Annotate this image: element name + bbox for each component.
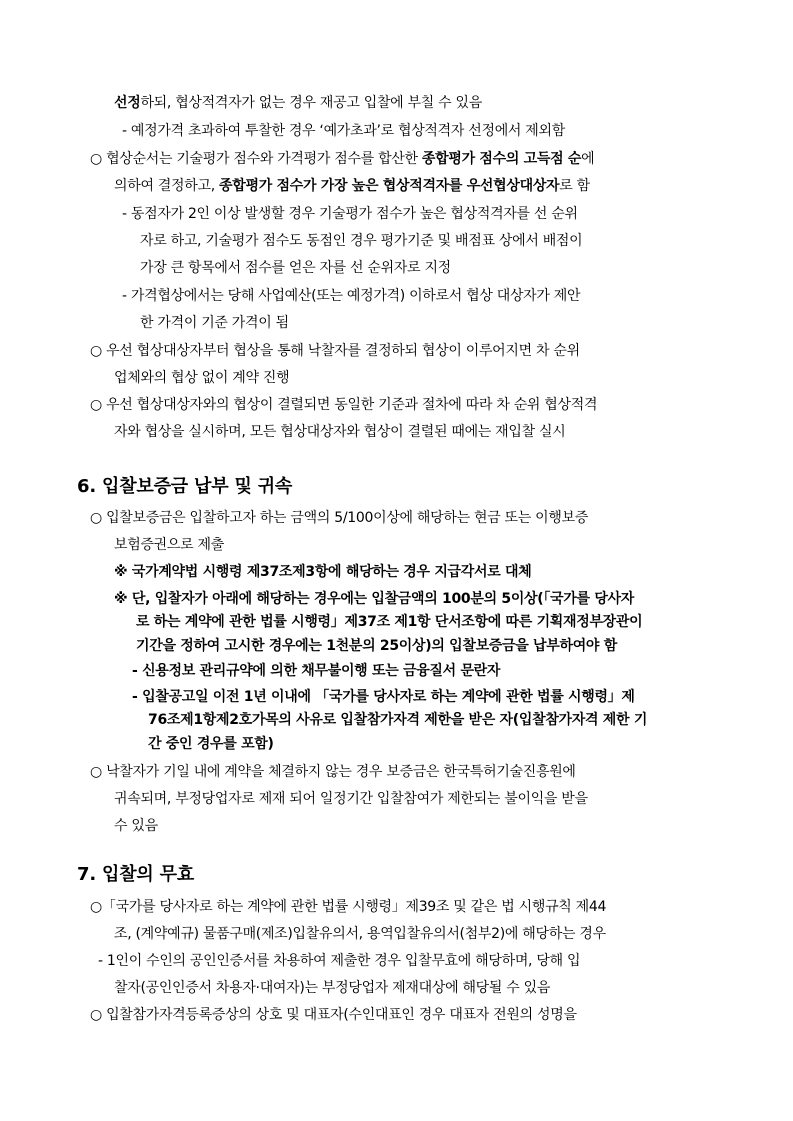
sub-item: - 1인이 수인의 공인인증서를 차용하여 제출한 경우 입찰무효에 해당하며, 당해 입 <box>98 953 581 969</box>
paragraph-line: 보험증권으로 제출 <box>114 537 224 553</box>
paragraph-line: 한 가격이 기준 가격이 됨 <box>140 315 289 331</box>
paragraph-line: 조, (계약예규) 물품구매(제조)입찰유의서, 용역입찰유의서(첨부2)에 해당하는 경우 <box>114 926 606 942</box>
bold-text: 종합평가 점수가 가장 높은 협상적격자를 우선협상대상자 <box>219 178 560 194</box>
bullet-item: ○ 협상순서는 기술평가 점수와 가격평가 점수를 합산한 종합평가 점수의 고득점 순에 <box>90 151 595 167</box>
paragraph-line: 자로 하고, 기술평가 점수도 동점인 경우 평가기준 및 배점표 상에서 배점이 <box>140 233 583 249</box>
paragraph-line: 선정하되, 협상적격자가 없는 경우 재공고 입찰에 부칠 수 있음 <box>114 95 482 111</box>
bullet-item: ○ 입찰보증금은 입찰하고자 하는 금액의 5/100이상에 해당하는 현금 또는 이행보증 <box>90 510 589 526</box>
bullet-item: ○ 입찰참가자격등록증상의 상호 및 대표자(수인대표인 경우 대표자 전원의 성명을 <box>90 1007 577 1023</box>
sub-item: - 신용정보 관리규약에 의한 채무불이행 또는 금융질서 문란자 <box>132 663 501 679</box>
section-heading: 6. 입찰보증금 납부 및 귀속 <box>77 476 293 497</box>
paragraph-line: 기간을 정하여 고시한 경우에는 1천분의 25이상)의 입찰보증금을 납부하여야 함 <box>136 638 617 654</box>
bullet-item: ○ 우선 협상대상자와의 협상이 결렬되면 동일한 기준과 절차에 따라 차 순위 협상적격 <box>90 397 598 413</box>
section-heading: 7. 입찰의 무효 <box>77 864 195 885</box>
paragraph-line: 의하여 결정하고, 종합평가 점수가 가장 높은 협상적격자를 우선협상대상자로 함 <box>114 178 590 194</box>
bullet-item: ○ 낙찰자가 기일 내에 계약을 체결하지 않는 경우 보증금은 한국특허기술진흥원에 <box>90 764 576 780</box>
paragraph-line: 76조제1항제2호가목의 사유로 입찰참가자격 제한을 받은 자(입찰참가자격 제한 기 <box>148 712 648 728</box>
paragraph-line: 간 중인 경우를 포함) <box>148 736 274 752</box>
bold-text: 선정 <box>114 95 141 111</box>
sub-item: - 입찰공고일 이전 1년 이내에 「국가를 당사자로 하는 계약에 관한 법률 시행령」제 <box>132 689 635 705</box>
paragraph-line: 로 하는 계약에 관한 법률 시행령」제37조 제1항 단서조항에 따른 기획재정부장관이 <box>136 614 643 630</box>
bullet-item: ○「국가를 당사자로 하는 계약에 관한 법률 시행령」제39조 및 같은 법 시행규칙 제44 <box>90 899 607 915</box>
paragraph-line: 가장 큰 항목에서 점수를 얻은 자를 선 순위자로 지정 <box>140 260 451 276</box>
paragraph-line: 찰자(공인인증서 차용자·대여자)는 부정당업자 제재대상에 해당될 수 있음 <box>114 980 551 996</box>
paragraph-line: 업체와의 협상 없이 계약 진행 <box>114 370 290 386</box>
paragraph-line: 귀속되며, 부정당업자로 제재 되어 일정기간 입찰참여가 제한되는 불이익을 받을 <box>114 791 588 807</box>
sub-item: - 가격협상에서는 당해 사업예산(또는 예정가격) 이하로서 협상 대상자가 제안 <box>122 288 581 304</box>
paragraph-line: 수 있음 <box>114 818 158 834</box>
sub-item: - 동점자가 2인 이상 발생할 경우 기술평가 점수가 높은 협상적격자를 선 순위 <box>122 206 578 222</box>
paragraph-line: 자와 협상을 실시하며, 모든 협상대상자와 협상이 결렬된 때에는 재입찰 실시 <box>114 424 566 440</box>
bullet-item: ○ 우선 협상대상자부터 협상을 통해 낙찰자를 결정하되 협상이 이루어지면 차 순위 <box>90 343 580 359</box>
bold-text: 종합평가 점수의 고득점 순 <box>421 151 582 167</box>
note-item: ※ 단, 입찰자가 아래에 해당하는 경우에는 입찰금액의 100분의 5이상(「국가를 당사자 <box>114 591 635 607</box>
note-item: ※ 국가계약법 시행령 제37조제3항에 해당하는 경우 지급각서로 대체 <box>114 564 532 580</box>
sub-item: - 예정가격 초과하여 투찰한 경우 ‘예가초과’로 협상적격자 선정에서 제외함 <box>122 123 565 139</box>
